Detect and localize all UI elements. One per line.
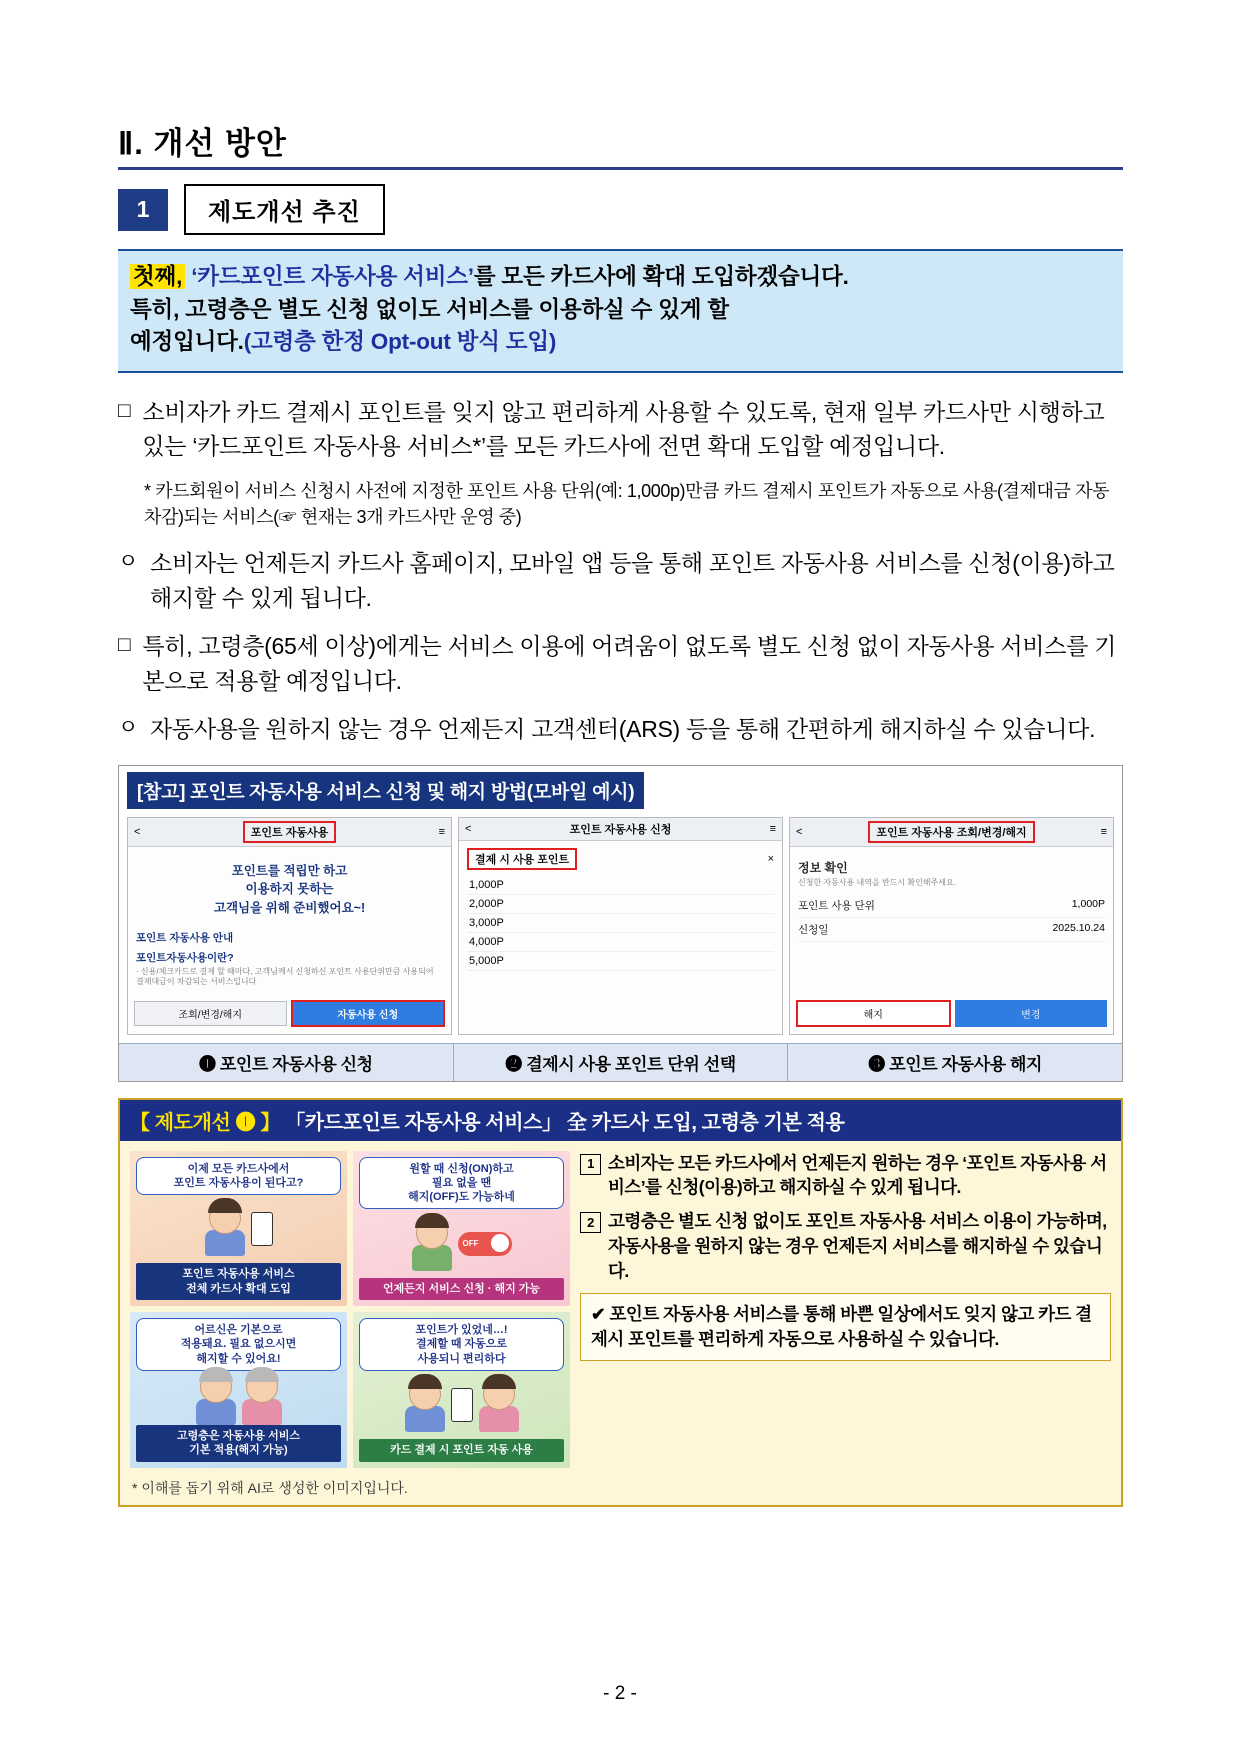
promo-cell-2-figure xyxy=(359,1209,564,1277)
phone3-back-icon[interactable]: < xyxy=(796,825,803,838)
phone-icon xyxy=(251,1212,273,1246)
phone2-appbar xyxy=(459,818,782,841)
phone3-body xyxy=(790,847,1113,995)
person-head-icon xyxy=(416,1217,448,1249)
phone3-row-unit xyxy=(798,894,1105,918)
figure-caption-2: ❷ 결제시 사용 포인트 단위 선택 xyxy=(454,1044,789,1081)
callout-line-3 xyxy=(130,326,1111,359)
promo-cell-1-caption: 포인트 자동사용 서비스 전체 카드사 확대 도입 xyxy=(136,1263,341,1300)
phone1-apply-button[interactable]: 자동사용 신청 xyxy=(291,1000,446,1027)
phone1-description: · 신용/체크카드로 결제 할 때마다, 고객님께서 신청하신 포인트 사용단위만큼 사용되어 결제대금이 차감되는 서비스입니다 xyxy=(136,966,434,987)
phone3-description: 신청한 자동사용 내역을 반드시 확인해주세요. xyxy=(798,877,956,887)
phone2-option[interactable]: 4,000P xyxy=(467,933,774,952)
phone2-option[interactable]: 3,000P xyxy=(467,914,774,933)
promo-note-1-text: 소비자는 모든 카드사에서 언제든지 원하는 경우 ‘포인트 자동사용 서비스’를 신청(이용)하고 해지하실 수 있게 됩니다. xyxy=(608,1152,1107,1198)
phone2-option[interactable]: 2,000P xyxy=(467,895,774,914)
person-illustration xyxy=(205,1202,245,1256)
promo-cell-2-bubble: 원할 때 신청(ON)하고 필요 없을 땐 해지(OFF)도 가능하네 xyxy=(359,1157,564,1210)
phone2-option[interactable]: 5,000P xyxy=(467,952,774,971)
promo-note-1 xyxy=(580,1151,1111,1201)
subsection-title: 제도개선 추진 xyxy=(184,184,385,235)
person-head-icon xyxy=(483,1378,515,1410)
phone3-appbar xyxy=(790,818,1113,847)
subsection-number: 1 xyxy=(118,189,168,231)
callout-service-name: ‘카드포인트 자동사용 서비스’ xyxy=(191,264,474,289)
phone1-headline-line1: 포인트를 적립만 하고 xyxy=(231,863,348,878)
toggle-knob-icon xyxy=(491,1234,509,1252)
phone-mockup-2 xyxy=(458,817,783,1035)
promo-note-2-text: 고령층은 별도 신청 없이도 포인트 자동사용 서비스 이용이 가능하며, 자동사용을 원하지 않는 경우 언제든지 서비스를 해지하실 수 있습니다. xyxy=(608,1211,1107,1281)
figure-title: [참고] 포인트 자동사용 서비스 신청 및 해지 방법(모바일 예시) xyxy=(127,772,644,809)
footnote-1: * 카드회원이 서비스 신청시 사전에 지정한 포인트 사용 단위(예: 1,000p)만큼 카드 결제시 포인트가 자동으로 사용(결제대금 자동 차감)되는 서비스(☞ 현재는 3개 카드사만 운영 중) xyxy=(144,480,1110,527)
promo-cell-4-figure xyxy=(359,1371,564,1439)
promo-cell-2-caption: 언제든지 서비스 신청 · 해지 가능 xyxy=(359,1278,564,1300)
figure-caption-3: ❸ 포인트 자동사용 해지 xyxy=(868,1054,1043,1074)
page-content xyxy=(118,118,1123,1507)
phone3-title: 포인트 자동사용 조회/변경/해지 xyxy=(868,821,1034,843)
phone1-section-2: 포인트자동사용이란? xyxy=(136,951,234,964)
person-head-icon xyxy=(200,1371,232,1403)
highlight-callout xyxy=(118,249,1123,373)
promo-cell-2 xyxy=(353,1151,570,1306)
toggle-off-label: OFF xyxy=(462,1239,479,1249)
page-number: - 2 - xyxy=(603,1683,637,1704)
person-illustration xyxy=(196,1371,236,1425)
promo-note-2-number: 2 xyxy=(580,1212,601,1233)
paragraph-3-text: 특히, 고령층(65세 이상)에게는 서비스 이용에 어려움이 없도록 별도 신청 없이 자동사용 서비스를 기본으로 적용할 예정입니다. xyxy=(142,633,1117,694)
phone3-change-button[interactable]: 변경 xyxy=(955,1000,1108,1027)
figure-captions xyxy=(119,1043,1122,1081)
callout-line1-rest: 를 모든 카드사에 확대 도입하겠습니다. xyxy=(473,264,849,289)
phone1-headline xyxy=(136,862,443,918)
phone3-date-label: 신청일 xyxy=(798,923,829,936)
callout-line-2: 특히, 고령층은 별도 신청 없이도 서비스를 이용하실 수 있게 할 xyxy=(130,296,729,322)
phone2-back-icon[interactable]: < xyxy=(465,822,472,835)
paragraph-4-text: 자동사용을 원하지 않는 경우 언제든지 고객센터(ARS) 등을 통해 간편하게 해지하실 수 있습니다. xyxy=(150,716,1096,743)
section-heading: Ⅱ. 개선 방안 xyxy=(118,126,287,161)
phone1-appbar xyxy=(128,818,451,847)
receipt-icon xyxy=(451,1388,473,1422)
phone1-body xyxy=(128,847,451,995)
promo-illustration-grid xyxy=(130,1151,570,1468)
callout-line-1 xyxy=(130,261,1111,294)
phone3-row-date xyxy=(798,918,1105,942)
phone1-title: 포인트 자동사용 xyxy=(243,821,336,843)
phone1-headline-line2: 이용하지 못하는 xyxy=(245,882,334,897)
phone3-button-row xyxy=(790,995,1113,1034)
phone-mockup-1 xyxy=(127,817,452,1035)
person-body-icon xyxy=(205,1230,245,1256)
promo-header-title: 「카드포인트 자동사용 서비스」 全 카드사 도입, 고령층 기본 적용 xyxy=(285,1111,845,1134)
person-head-icon xyxy=(209,1202,241,1234)
promo-note-2 xyxy=(580,1209,1111,1284)
paragraph-4 xyxy=(118,712,1123,747)
phone3-unit-label: 포인트 사용 단위 xyxy=(798,899,875,912)
paragraph-2-text: 소비자는 언제든지 카드사 홈페이지, 모바일 앱 등을 통해 포인트 자동사용 서비스를 신청(이용)하고 해지할 수 있게 됩니다. xyxy=(150,550,1115,611)
person-head-icon xyxy=(409,1378,441,1410)
phone1-menu-icon[interactable]: ≡ xyxy=(438,825,445,838)
promo-cell-3-bubble: 어르신은 기본으로 적용돼요. 필요 없으시면 해지할 수 있어요! xyxy=(136,1318,341,1371)
paragraph-1 xyxy=(118,395,1123,464)
reference-figure xyxy=(118,765,1123,1082)
promo-cell-4 xyxy=(353,1312,570,1467)
promo-check-note: ✔ 포인트 자동사용 서비스를 통해 바쁜 일상에서도 잊지 않고 카드 결제시 포인트를 편리하게 자동으로 사용하실 수 있습니다. xyxy=(580,1293,1111,1361)
callout-line3-a: 예정입니다. xyxy=(130,329,244,355)
promo-cell-1-figure xyxy=(136,1195,341,1263)
phone3-menu-icon[interactable]: ≡ xyxy=(1100,825,1107,838)
person-illustration xyxy=(412,1217,452,1271)
promo-cell-4-caption: 카드 결제 시 포인트 자동 사용 xyxy=(359,1439,564,1461)
bullet-square-1: □ xyxy=(118,398,131,422)
promo-cell-1 xyxy=(130,1151,347,1306)
phone2-menu-icon[interactable]: ≡ xyxy=(769,822,776,835)
promo-header xyxy=(120,1100,1121,1141)
promo-cell-1-bubble: 이제 모든 카드사에서 포인트 자동사용이 된다고? xyxy=(136,1157,341,1196)
person-illustration xyxy=(405,1378,445,1432)
paragraph-1-text: 소비자가 카드 결제시 포인트를 잊지 않고 편리하게 사용할 수 있도록, 현재 일부 카드사만 시행하고 있는 ‘카드포인트 자동사용 서비스*’를 모든 카드사에 전면 확대 도입할 예정입니다. xyxy=(142,398,1105,460)
toggle-switch-icon xyxy=(458,1232,512,1256)
phone1-back-icon[interactable]: < xyxy=(134,825,141,838)
figure-caption-1: ❶ 포인트 자동사용 신청 xyxy=(119,1044,454,1081)
promo-body xyxy=(120,1141,1121,1478)
phone-mockups xyxy=(119,809,1122,1043)
promo-note-1-number: 1 xyxy=(580,1154,601,1175)
person-head-icon xyxy=(246,1371,278,1403)
paragraph-3 xyxy=(118,629,1123,698)
phone1-button-row xyxy=(128,995,451,1034)
promo-notes xyxy=(580,1151,1111,1468)
phone3-unit-value: 1,000P xyxy=(1071,897,1105,910)
promo-cell-3-caption: 고령층은 자동사용 서비스 기본 적용(해지 가능) xyxy=(136,1425,341,1462)
person-illustration xyxy=(242,1371,282,1425)
phone1-section-1: 포인트 자동사용 안내 xyxy=(136,931,234,944)
phone-mockup-3 xyxy=(789,817,1114,1035)
phone3-cancel-button[interactable]: 해지 xyxy=(796,1000,951,1027)
phone2-body xyxy=(459,841,782,1034)
phone1-headline-line3: 고객님을 위해 준비했어요~! xyxy=(213,901,366,916)
heading-rule xyxy=(118,167,1123,170)
phone2-option-list xyxy=(467,876,774,971)
promo-cell-3 xyxy=(130,1312,347,1467)
callout-line3-b: (고령층 한정 Opt-out 방식 도입) xyxy=(243,329,557,355)
phone2-field-label: 결제 시 사용 포인트 xyxy=(467,848,577,870)
phone2-title: 포인트 자동사용 신청 xyxy=(569,823,672,836)
phone2-close-icon[interactable]: × xyxy=(767,852,774,865)
bullet-circle-2: ㅇ xyxy=(118,716,138,740)
bullet-square-2: □ xyxy=(118,633,131,657)
phone2-option[interactable]: 1,000P xyxy=(467,876,774,895)
person-illustration xyxy=(479,1378,519,1432)
phone3-date-value: 2025.10.24 xyxy=(1052,921,1105,934)
promo-cell-4-bubble: 포인트가 있었네…! 결제할 때 자동으로 사용되니 편리하다 xyxy=(359,1318,564,1371)
promo-header-badge: 【 제도개선 ❶ 】 xyxy=(130,1111,280,1134)
phone1-manage-button[interactable]: 조회/변경/해지 xyxy=(134,1001,287,1026)
promo-ai-disclaimer: * 이해를 돕기 위해 AI로 생성한 이미지입니다. xyxy=(132,1479,408,1496)
phone3-section-title: 정보 확인 xyxy=(798,860,848,875)
bullet-circle-1: ㅇ xyxy=(118,550,138,574)
subsection-header xyxy=(118,184,1123,235)
paragraph-2 xyxy=(118,546,1123,615)
callout-badge: 첫째, xyxy=(130,264,185,289)
promo-panel xyxy=(118,1098,1123,1507)
promo-cell-3-figure xyxy=(136,1371,341,1425)
